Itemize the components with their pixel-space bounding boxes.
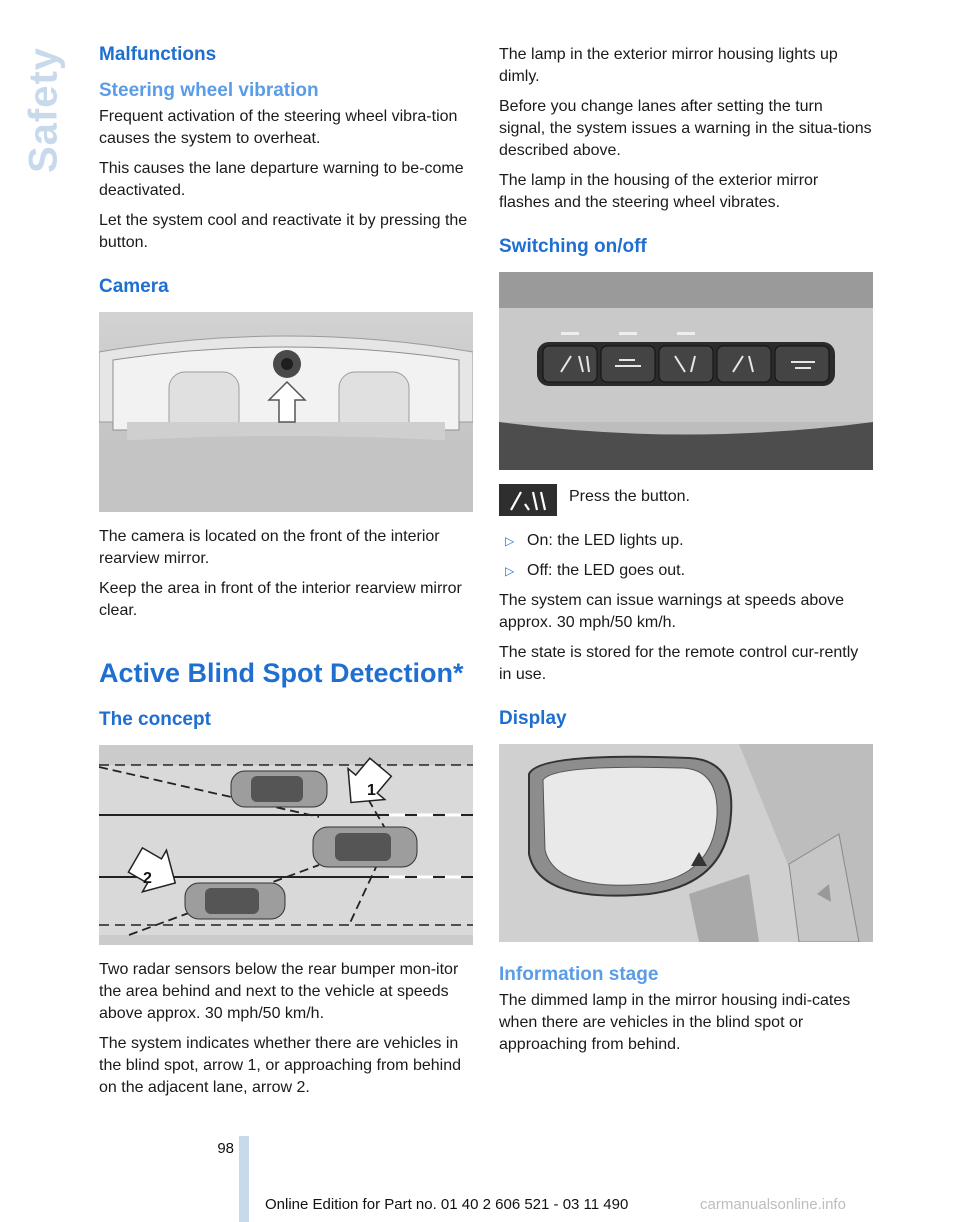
steering-vibration-heading: Steering wheel vibration	[99, 80, 319, 101]
paragraph: The camera is located on the front of the interior rearview mirror.	[99, 528, 440, 567]
left-column	[99, 44, 473, 1107]
paragraph: Keep the area in front of the interior rearview mirror clear.	[99, 580, 462, 619]
triangle-bullet-icon: ▷	[505, 534, 515, 548]
switching-heading: Switching on/off	[499, 236, 647, 257]
press-button-instruction	[499, 484, 873, 516]
watermark: carmanualsonline.info	[700, 1196, 846, 1213]
information-stage-heading: Information stage	[499, 964, 659, 985]
paragraph: Let the system cool and reactivate it by pressing the button.	[99, 212, 468, 251]
camera-heading: Camera	[99, 276, 169, 297]
active-blind-spot-heading: Active Blind Spot Detection*	[99, 658, 464, 688]
paragraph: The lamp in the exterior mirror housing lights up dimly.	[499, 46, 838, 85]
paragraph: The lamp in the housing of the exterior mirror flashes and the steering wheel vibrates.	[499, 172, 819, 211]
lane-departure-button-icon	[499, 484, 557, 516]
blind-spot-concept-diagram	[99, 745, 473, 945]
display-heading: Display	[499, 708, 567, 729]
camera-location-image	[99, 312, 473, 512]
edition-footer: Online Edition for Part no. 01 40 2 606 521 - 03 11 490	[265, 1196, 629, 1213]
on-off-list	[499, 530, 873, 582]
exterior-mirror-image	[499, 744, 873, 942]
paragraph: The dimmed lamp in the mirror housing indi-cates when there are vehicles in the blind spot or approaching from behind.	[499, 992, 851, 1053]
page-number: 98	[217, 1140, 234, 1157]
section-side-tab	[14, 40, 74, 180]
diagram-arrow-label-2: 2	[143, 870, 152, 887]
paragraph: Frequent activation of the steering wheel vibra-tion causes the system to overheat.	[99, 108, 458, 147]
list-item	[499, 560, 873, 582]
paragraph: This causes the lane departure warning to be-come deactivated.	[99, 160, 464, 199]
footer-accent-bar	[239, 1136, 249, 1222]
concept-heading: The concept	[99, 709, 211, 730]
press-button-text: Press the button.	[569, 488, 690, 505]
paragraph: Two radar sensors below the rear bumper mon-itor the area behind and next to the vehicle at speeds above approx. 30 mph/50 km/h.	[99, 961, 459, 1022]
paragraph: The system can issue warnings at speeds above approx. 30 mph/50 km/h.	[499, 592, 845, 631]
button-panel-image	[499, 272, 873, 470]
list-item	[499, 530, 873, 552]
paragraph: The state is stored for the remote control cur-rently in use.	[499, 644, 859, 683]
list-item-text: Off: the LED goes out.	[527, 562, 686, 579]
diagram-arrow-label-1: 1	[367, 782, 376, 799]
paragraph: Before you change lanes after setting the turn signal, the system issues a warning in the situa-tions described above.	[499, 98, 872, 159]
list-item-text: On: the LED lights up.	[527, 532, 684, 549]
paragraph: The system indicates whether there are vehicles in the blind spot, arrow 1, or approaching from behind on the adjacent lane, arrow 2.	[99, 1035, 461, 1096]
right-column	[499, 44, 873, 1064]
side-tab-label: Safety	[21, 46, 66, 174]
triangle-bullet-icon: ▷	[505, 564, 515, 578]
malfunctions-heading: Malfunctions	[99, 44, 217, 65]
